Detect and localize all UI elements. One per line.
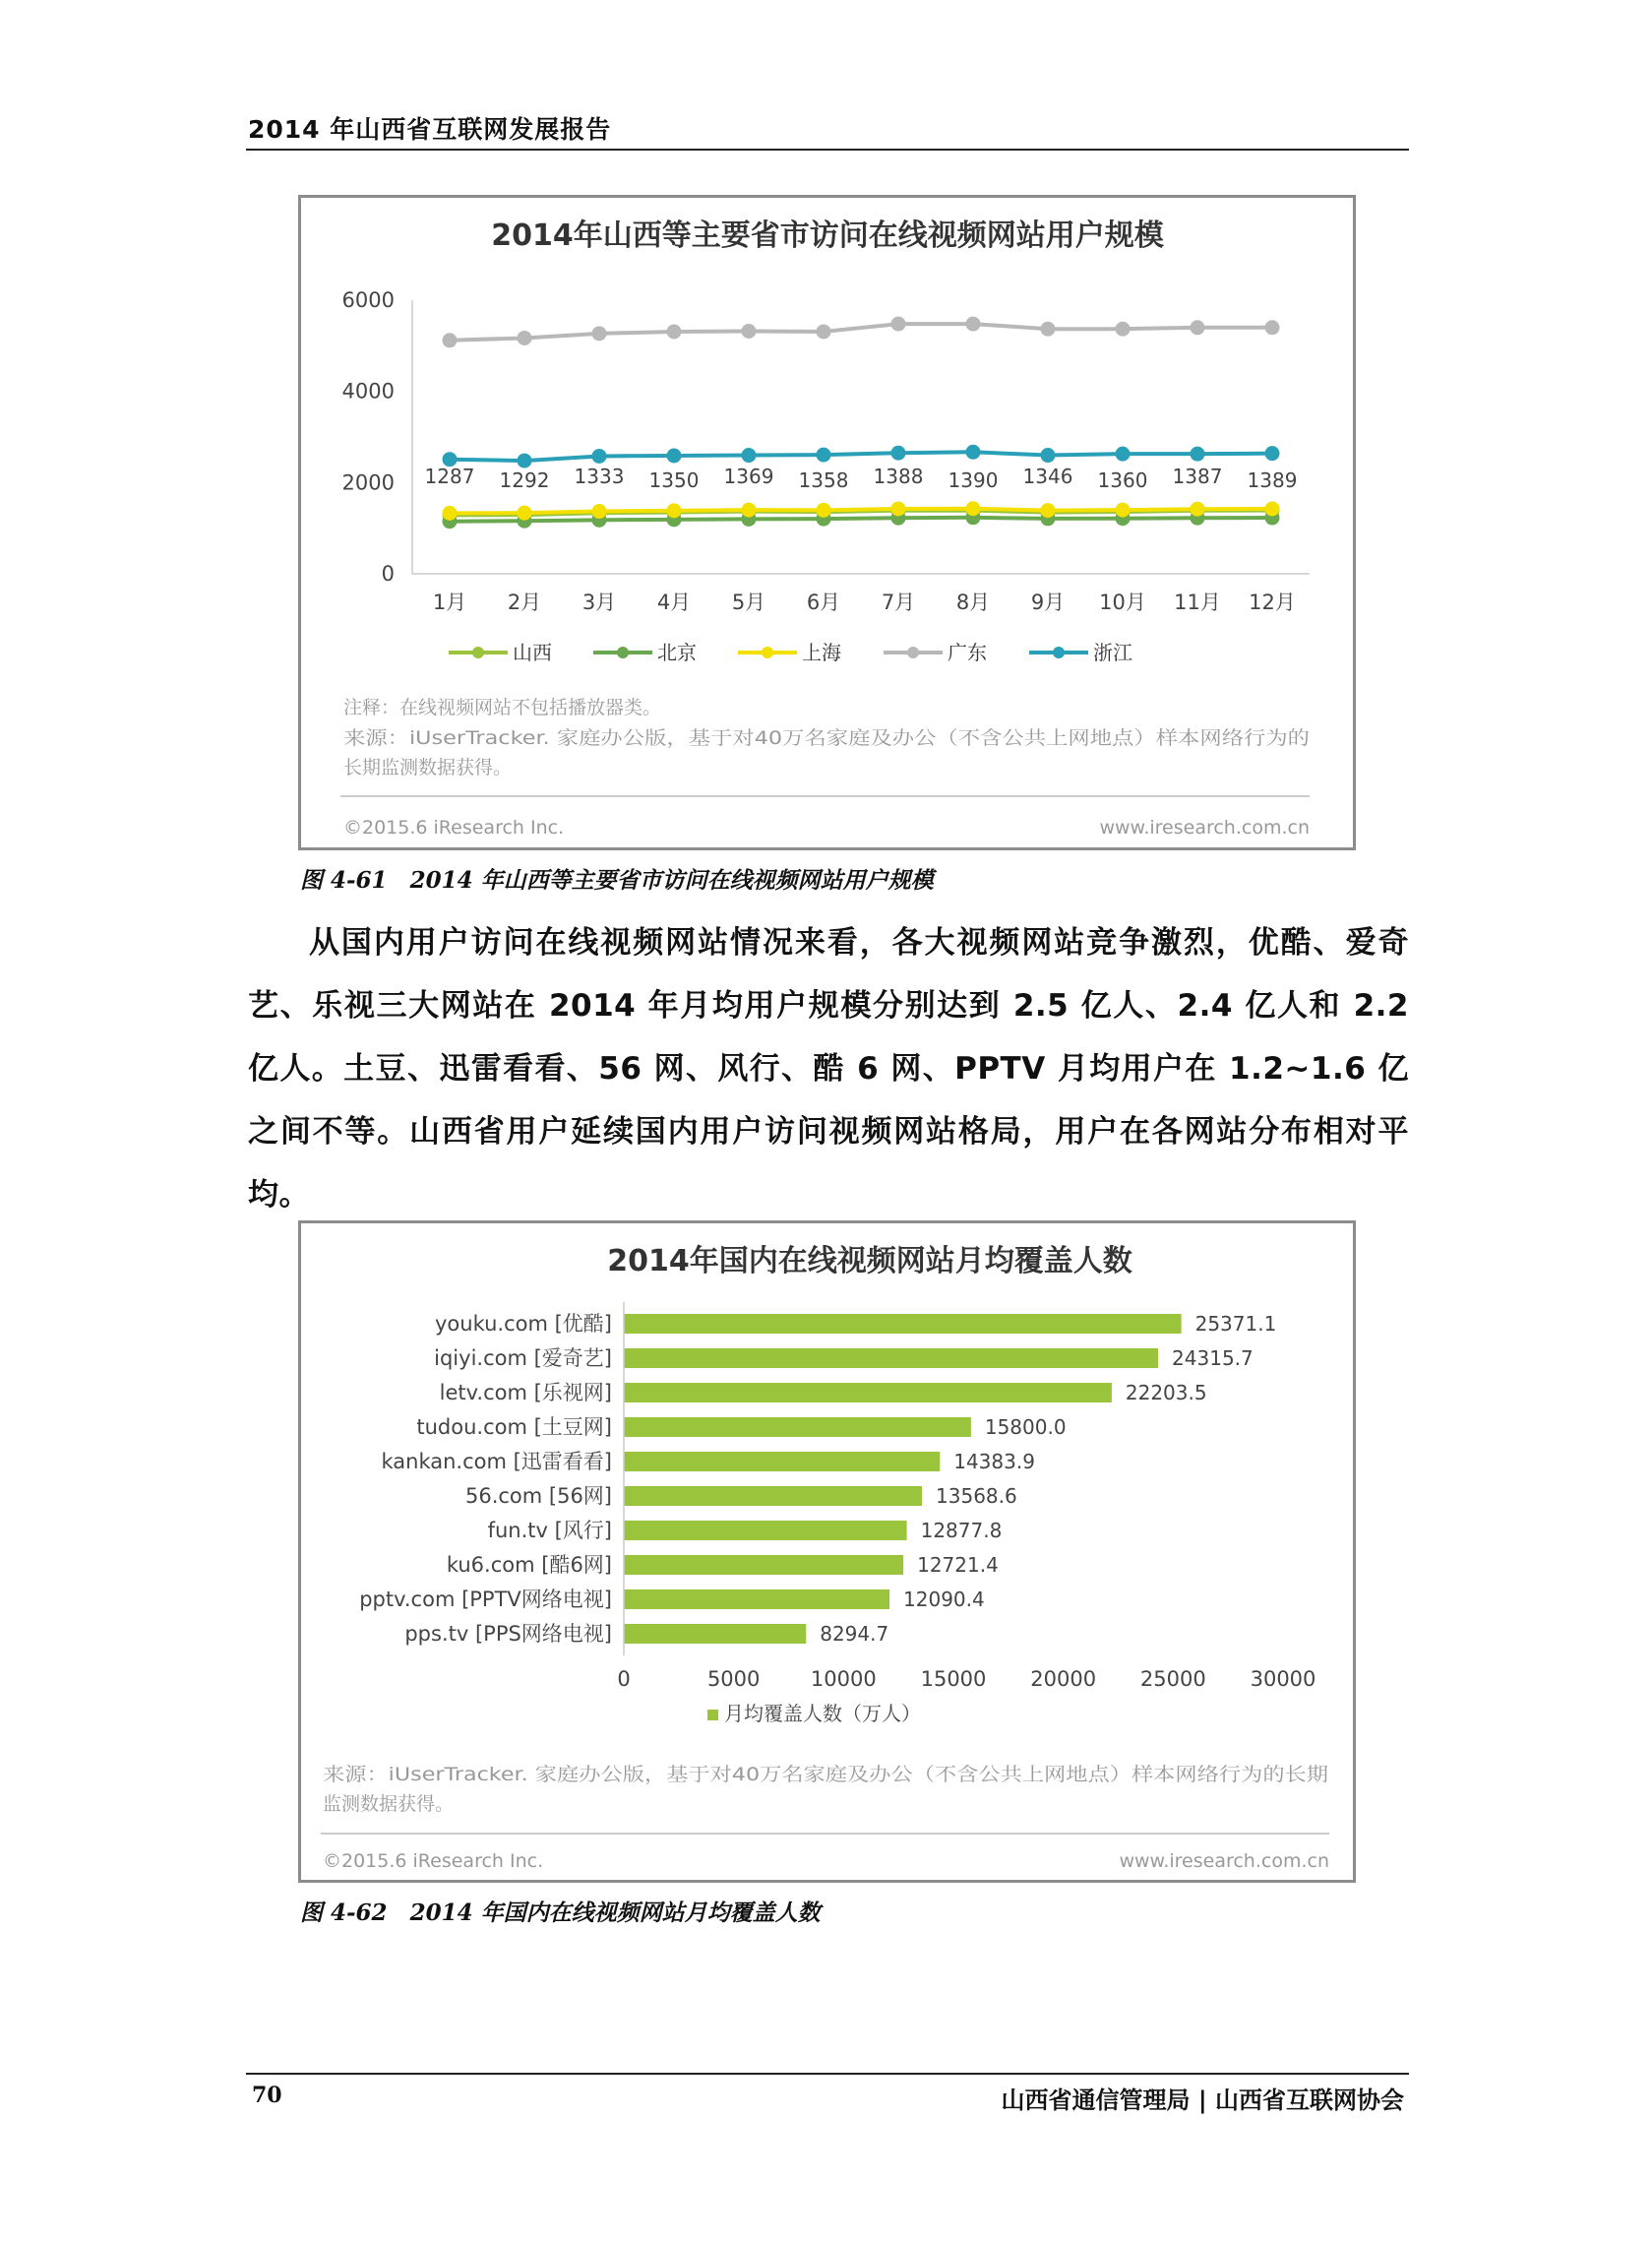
chart1-y-tick-label: 4000 [341,379,395,404]
chart1-data-label: 1390 [948,468,999,492]
chart1-x-tick-label: 1月 [432,591,467,614]
chart2-category-label: iqiyi.com [爱奇艺] [434,1346,612,1370]
chart1-series-point [1265,320,1280,335]
chart2-title: 2014年国内在线视频网站月均覆盖人数 [607,1244,1132,1278]
chart1-series-point [1191,320,1205,335]
chart2-bar [624,1417,971,1437]
chart1-data-label: 1350 [648,468,700,492]
chart1-legend-marker [472,647,484,658]
chart1-series-point [966,317,981,332]
chart1-source-line1: 来源：iUserTracker. 家庭办公版，基于对40万名家庭及办公（不含公共上网地点）样本网络行为的 [343,727,1310,749]
chart2-category-label: tudou.com [土豆网] [416,1415,612,1439]
chart1-series-point [667,448,682,463]
chart2-bar [624,1624,806,1644]
chart1-legend-label: 北京 [657,641,697,664]
chart2-bar [624,1383,1112,1402]
chart1-series-point [742,448,757,463]
chart1-legend-marker [617,647,629,658]
chart1-copyright: ©2015.6 iResearch Inc. [343,817,565,839]
chart1-data-label: 1358 [798,468,849,492]
chart2-value-label: 25371.1 [1194,1312,1277,1336]
chart2-value-label: 15800.0 [984,1415,1067,1439]
chart1-series-point [966,501,981,516]
chart1-y-tick-label: 0 [381,562,395,586]
chart1-title: 2014年山西等主要省市访问在线视频网站用户规模 [491,218,1164,253]
chart1-series-point [1191,502,1205,517]
chart1-series-line [450,518,1272,522]
chart2-category-label: youku.com [优酷] [435,1312,612,1336]
chart2-source-line2: 监测数据获得。 [323,1793,455,1815]
chart1-series-point [742,324,757,339]
chart1-legend-marker [762,647,773,658]
chart2-legend-label: 月均覆盖人数（万人） [724,1702,921,1725]
header-title: 2014 年山西省互联网发展报告 [248,115,612,144]
chart1-x-tick-label: 12月 [1249,591,1296,614]
chart2-bar [624,1314,1182,1334]
chart1-data-label: 1369 [723,465,774,488]
body-paragraph: 从国内用户访问在线视频网站情况来看，各大视频网站竞争激烈，优酷、爱奇艺、乐视三大网站在 2014 年月均用户规模分别达到 2.5 亿人、2.4 亿人和 2.2 亿人。土豆、迅雷看看、56 网、风行、酷 6 网、PPTV 月均用户在 1.2~1.6 亿之间不等。山西省用户延续国内用户访问视频网站格局，用户在各网站分布相对平均。 [248,925,1409,1213]
chart1-x-tick-label: 6月 [806,591,841,614]
chart1-data-label: 1360 [1097,468,1148,492]
page-number: 70 [252,2083,282,2108]
chart1-series-point [1265,501,1280,516]
chart1-y-tick-label: 2000 [341,470,395,495]
chart1-series-point [1041,322,1056,337]
chart1-series-point [742,503,757,518]
chart2-x-tick-label: 5000 [706,1667,761,1691]
chart2-website: www.iresearch.com.cn [1119,1850,1329,1872]
chart2-value-label: 13568.6 [936,1484,1017,1508]
chart2-value-label: 12721.4 [917,1553,999,1577]
chart1-series-point [592,504,607,519]
chart1-series-point [1191,447,1205,462]
chart2-value-label: 12090.4 [903,1588,985,1611]
bar-chart-svg [301,1223,1353,1880]
chart1-y-tick-label: 6000 [341,288,395,312]
chart1-series-point [592,449,607,464]
chart2-x-tick-label: 0 [617,1667,631,1691]
chart1-source-line2: 长期监测数据获得。 [343,757,513,778]
chart1-x-tick-label: 11月 [1174,591,1221,614]
line-chart-svg [301,198,1353,847]
chart1-data-label: 1389 [1247,468,1298,492]
chart2-bar [624,1348,1158,1368]
chart2-bar [624,1521,907,1540]
chart2-x-tick-label: 25000 [1139,1667,1206,1691]
chart1-x-tick-label: 4月 [656,591,692,614]
chart1-note: 注释：在线视频网站不包括播放器类。 [343,697,662,718]
chart1-data-label: 1287 [424,465,475,488]
chart1-series-point [443,506,458,521]
chart2-category-label: ku6.com [酷6网] [446,1553,612,1577]
chart2-legend-swatch [707,1710,718,1720]
chart1-series-point [518,454,532,468]
chart1-series-point [1265,446,1280,461]
chart2-bar [624,1589,889,1609]
figure2-caption: 图 4-62 2014 年国内在线视频网站月均覆盖人数 [300,1899,821,1926]
chart2-bar [624,1452,940,1471]
chart2-category-label: pps.tv [PPS网络电视] [404,1622,612,1646]
chart2-source-line1: 来源：iUserTracker. 家庭办公版，基于对40万名家庭及办公（不含公共上网地点）样本网络行为的长期 [323,1764,1328,1785]
chart2-frame [298,1220,1356,1883]
chart1-frame [298,195,1356,850]
chart1-x-tick-label: 2月 [507,591,542,614]
chart1-website: www.iresearch.com.cn [1099,817,1310,839]
chart1-x-tick-label: 9月 [1030,591,1066,614]
chart2-category-label: letv.com [乐视网] [439,1381,612,1404]
chart1-data-label: 1388 [873,465,924,488]
chart1-series-point [817,503,831,518]
chart1-series-point [667,503,682,518]
chart2-bar [624,1555,903,1575]
chart1-x-tick-label: 10月 [1099,591,1146,614]
chart2-category-label: pptv.com [PPTV网络电视] [359,1588,612,1611]
chart2-value-label: 24315.7 [1172,1346,1254,1370]
chart1-series-point [891,501,906,516]
chart1-series-point [1116,503,1131,518]
chart1-legend-marker [1053,647,1065,658]
chart1-data-label: 1346 [1022,465,1073,488]
header-rule [246,149,1409,151]
chart2-bar [624,1486,922,1506]
chart1-data-label: 1292 [499,468,550,492]
chart2-x-tick-label: 15000 [920,1667,987,1691]
chart2-x-tick-label: 20000 [1030,1667,1097,1691]
chart2-copyright: ©2015.6 iResearch Inc. [323,1850,544,1872]
chart1-legend-label: 浙江 [1093,641,1132,664]
chart1-series-point [518,506,532,521]
chart1-series-point [1041,448,1056,463]
chart2-value-label: 22203.5 [1125,1381,1207,1404]
chart1-x-tick-label: 7月 [881,591,916,614]
chart1-series-point [817,448,831,463]
chart1-legend-label: 上海 [802,641,841,664]
chart1-legend-label: 山西 [513,641,552,664]
chart1-data-label: 1387 [1172,465,1223,488]
chart2-category-label: 56.com [56网] [464,1484,612,1508]
chart1-series-line [450,452,1272,461]
chart1-series-point [891,317,906,332]
chart1-x-tick-label: 8月 [955,591,991,614]
footer-rule [246,2073,1409,2075]
chart1-x-tick-label: 3月 [581,591,617,614]
figure1-caption: 图 4-61 2014 年山西等主要省市访问在线视频网站用户规模 [300,867,934,894]
footer-org: 山西省通信管理局 | 山西省互联网协会 [1001,2086,1404,2114]
chart1-series-line [450,324,1272,341]
chart1-series-point [966,445,981,460]
chart1-series-point [443,333,458,347]
chart1-series-point [817,324,831,339]
chart2-x-tick-label: 30000 [1250,1667,1316,1691]
chart2-category-label: kankan.com [迅雷看看] [381,1450,612,1473]
chart1-legend-marker [907,647,919,658]
chart2-category-label: fun.tv [风行] [487,1519,612,1542]
chart1-legend-label: 广东 [948,641,987,664]
chart2-value-label: 14383.9 [953,1450,1035,1473]
chart1-series-point [1041,503,1056,518]
chart1-series-point [592,326,607,341]
chart1-series-point [891,446,906,461]
chart1-data-label: 1333 [574,465,625,488]
chart1-x-tick-label: 5月 [731,591,766,614]
chart1-series-point [1116,322,1131,337]
chart1-series-point [1116,447,1131,462]
chart2-x-tick-label: 10000 [810,1667,877,1691]
chart1-series-point [667,324,682,339]
chart1-series-point [518,331,532,345]
chart2-value-label: 12877.8 [920,1519,1003,1542]
chart2-value-label: 8294.7 [820,1622,889,1646]
